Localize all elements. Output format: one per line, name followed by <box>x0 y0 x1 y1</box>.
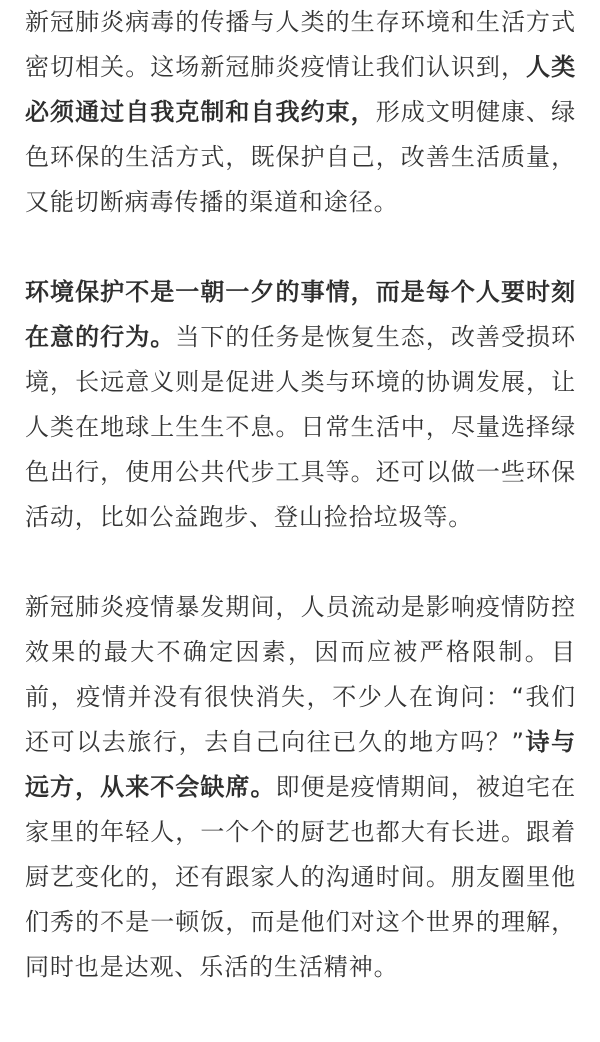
paragraph-text: 新冠肺炎病毒的传播与人类的生存环境和生活方式密切相关。这场新冠肺炎疫情让我们认识到， <box>25 8 576 81</box>
paragraph-travel-and-life <box>25 585 576 990</box>
paragraph-environment-lifestyle <box>25 0 576 225</box>
paragraph-emphasis: 诗与远方，从来不会缺席。 <box>25 728 576 801</box>
paragraph-text: 当下的任务是恢复生态，改善受损环境，长远意义则是促进人类与环境的协调发展，让人类在地球上生生不息。日常生活中，尽量选择绿色出行，使用公共代步工具等。还可以做一些环保活动，比如公益跑步、登山捡拾垃圾等。 <box>25 323 576 531</box>
paragraph-emphasis: 人类必须通过自我克制和自我约束， <box>25 53 576 126</box>
paragraph-emphasis: 环境保护不是一朝一夕的事情，而是每个人要时刻在意的行为。 <box>25 278 576 351</box>
paragraph-text: 即便是疫情期间，被迫宅在家里的年轻人，一个个的厨艺也都大有长进。跟着厨艺变化的，还有跟家人的沟通时间。朋友圈里他们秀的不是一顿饭，而是他们对这个世界的理解，同时也是达观、乐活的生活精神。 <box>25 773 576 981</box>
paragraph-text: 新冠肺炎疫情暴发期间，人员流动是影响疫情防控效果的最大不确定因素，因而应被严格限制。目前，疫情并没有很快消失，不少人在询问：“我们还可以去旅行，去自己向往已久的地方吗？” <box>25 593 576 756</box>
paragraph-environmental-protection <box>25 270 576 540</box>
paragraph-text: 形成文明健康、绿色环保的生活方式，既保护自己，改善生活质量，又能切断病毒传播的渠道和途径。 <box>25 98 576 216</box>
